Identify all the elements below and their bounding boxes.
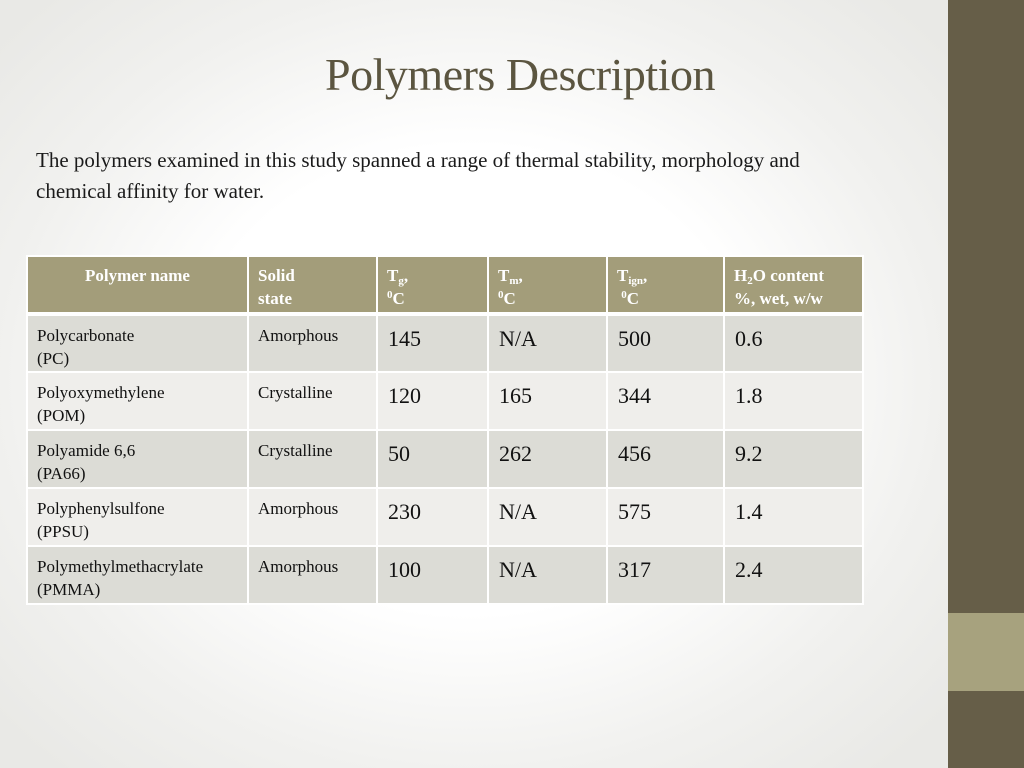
table-row xyxy=(27,372,863,430)
header-tg xyxy=(377,256,488,314)
cell-tm: N/A xyxy=(488,488,607,546)
cell-tm: 262 xyxy=(488,430,607,488)
cell-polymer-name xyxy=(27,488,248,546)
cell-solid-state: Crystalline xyxy=(248,372,377,430)
cell-tm: N/A xyxy=(488,546,607,604)
cell-tg: 100 xyxy=(377,546,488,604)
header-solid-state xyxy=(248,256,377,314)
header-h2o-line1 xyxy=(734,264,853,287)
header-polymer-name-label: Polymer name xyxy=(85,266,190,285)
polymer-abbr: (PMMA) xyxy=(37,580,101,599)
polymer-name: Polymethylmethacrylate xyxy=(37,557,204,576)
polymer-name: Polyphenylsulfone xyxy=(37,499,165,518)
header-h2o-subscript: 2 xyxy=(747,275,753,287)
cell-h2o: 0.6 xyxy=(724,314,863,372)
cell-polymer-name xyxy=(27,314,248,372)
sidebar-accent-block xyxy=(948,613,1024,691)
cell-tign: 500 xyxy=(607,314,724,372)
cell-tm: 165 xyxy=(488,372,607,430)
header-h2o xyxy=(724,256,863,314)
header-tm-line2 xyxy=(498,287,597,310)
header-tg-symbol: T xyxy=(387,266,399,285)
header-tm-subscript: m xyxy=(509,275,519,287)
polymer-abbr: (PC) xyxy=(37,349,70,368)
table-row xyxy=(27,314,863,372)
header-tg-unit: C xyxy=(392,289,405,308)
cell-h2o: 1.4 xyxy=(724,488,863,546)
header-tm-comma: , xyxy=(518,266,523,285)
cell-tign: 344 xyxy=(607,372,724,430)
header-h2o-line2: %, wet, w/w xyxy=(734,289,823,308)
header-tign xyxy=(607,256,724,314)
header-tg-line2 xyxy=(387,287,478,310)
cell-polymer-name xyxy=(27,372,248,430)
polymer-abbr: (POM) xyxy=(37,406,86,425)
header-tign-comma: , xyxy=(643,266,648,285)
cell-tg: 50 xyxy=(377,430,488,488)
polymer-name: Polycarbonate xyxy=(37,326,135,345)
cell-h2o: 2.4 xyxy=(724,546,863,604)
polymers-table xyxy=(26,255,864,605)
polymer-abbr: (PPSU) xyxy=(37,522,89,541)
cell-solid-state: Amorphous xyxy=(248,488,377,546)
cell-tign: 317 xyxy=(607,546,724,604)
header-tign-line1 xyxy=(617,264,714,287)
cell-polymer-name xyxy=(27,430,248,488)
cell-tg: 120 xyxy=(377,372,488,430)
cell-solid-state: Amorphous xyxy=(248,546,377,604)
table-header-row xyxy=(27,256,863,314)
header-tg-degree: 0 xyxy=(387,289,393,301)
table-row xyxy=(27,430,863,488)
polymer-name: Polyoxymethylene xyxy=(37,383,165,402)
header-solid-line1: Solid xyxy=(258,266,295,285)
cell-h2o: 1.8 xyxy=(724,372,863,430)
header-tign-unit: C xyxy=(626,289,640,308)
header-tm-unit: C xyxy=(503,289,516,308)
header-solid-line2: state xyxy=(258,289,292,308)
header-h2o-h: H xyxy=(734,266,748,285)
header-tign-line2 xyxy=(617,287,714,310)
header-tm xyxy=(488,256,607,314)
header-tm-line1 xyxy=(498,264,597,287)
cell-tg: 230 xyxy=(377,488,488,546)
header-tign-subscript: ign xyxy=(628,275,644,287)
cell-solid-state: Crystalline xyxy=(248,430,377,488)
cell-h2o: 9.2 xyxy=(724,430,863,488)
header-tg-comma: , xyxy=(403,266,409,285)
page-title: Polymers Description xyxy=(325,49,715,100)
header-tign-degree: 0 xyxy=(621,289,627,301)
header-h2o-rest: O content xyxy=(752,266,825,285)
table-row xyxy=(27,488,863,546)
cell-solid-state: Amorphous xyxy=(248,314,377,372)
cell-polymer-name xyxy=(27,546,248,604)
polymer-name: Polyamide 6,6 xyxy=(37,441,136,460)
header-tg-line1 xyxy=(387,264,478,287)
header-tg-subscript: g xyxy=(398,275,404,287)
cell-tign: 575 xyxy=(607,488,724,546)
header-tm-symbol: T xyxy=(498,266,510,285)
cell-tign: 456 xyxy=(607,430,724,488)
intro-paragraph: The polymers examined in this study spanned a range of thermal stability, morphology and chemical affinity for water. xyxy=(36,148,800,203)
polymer-abbr: (PA66) xyxy=(37,464,86,483)
cell-tm: N/A xyxy=(488,314,607,372)
header-tm-degree: 0 xyxy=(498,289,504,301)
table-row xyxy=(27,546,863,604)
header-polymer-name xyxy=(27,256,248,314)
header-tign-symbol: T xyxy=(617,266,629,285)
cell-tg: 145 xyxy=(377,314,488,372)
